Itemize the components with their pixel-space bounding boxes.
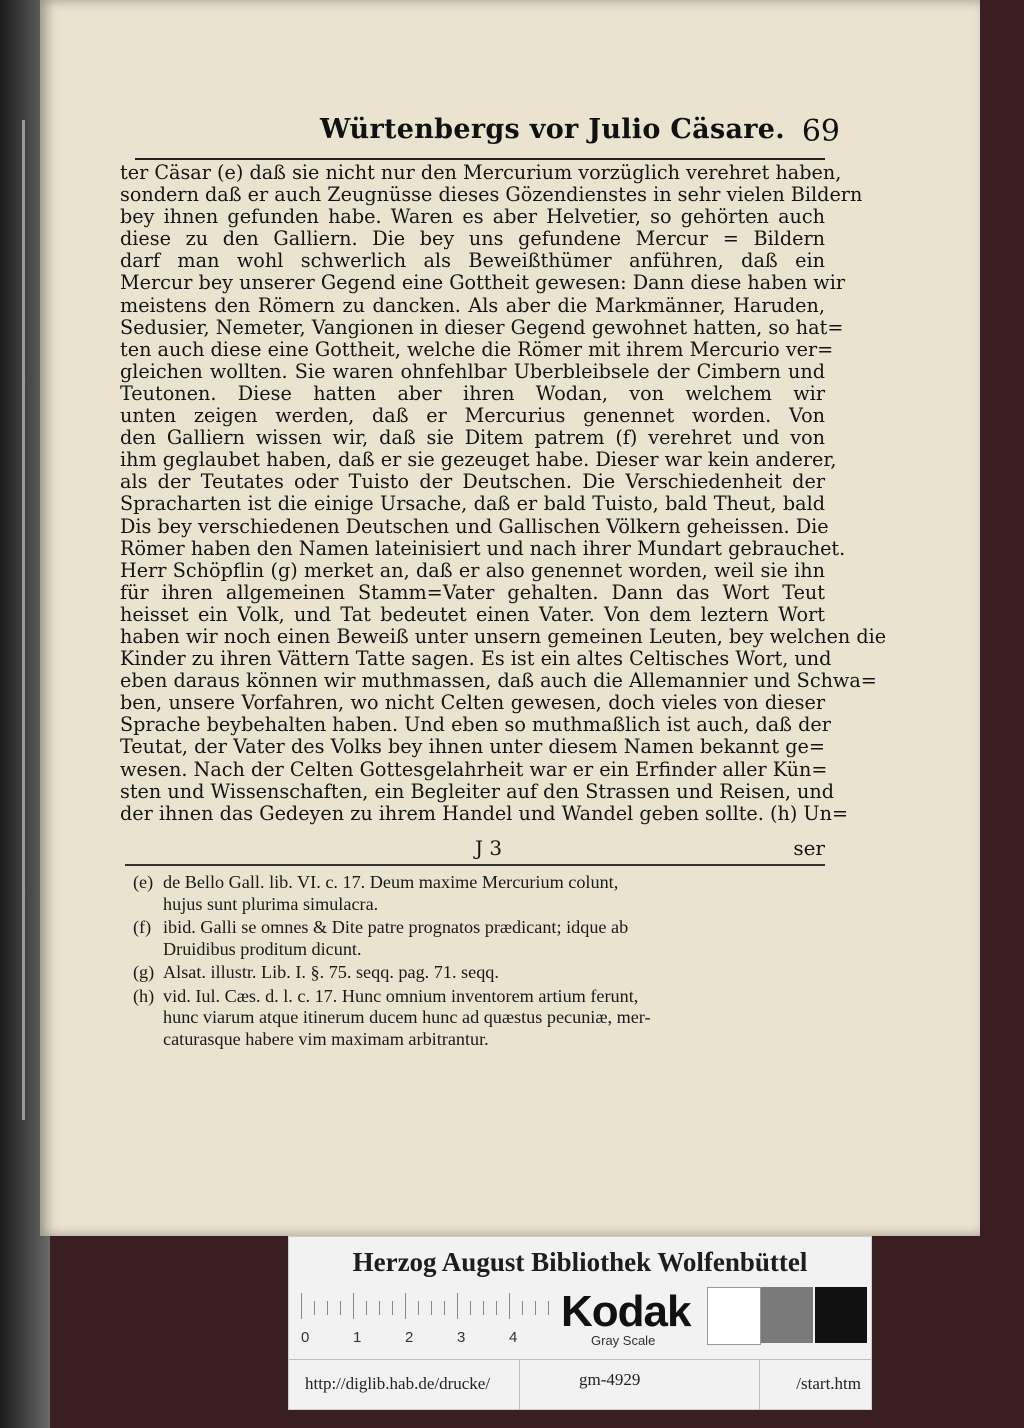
text-line: ben, unsere Vorfahren, wo nicht Celten gewesen, doch vieles von dieser <box>120 691 825 715</box>
ruler-tick <box>444 1301 445 1315</box>
footnote-text: vid. Iul. Cæs. d. l. c. 17. Hunc omnium inventorem artium ferunt, <box>163 985 639 1006</box>
running-title: Würtenbergs vor Julio Cäsare. <box>320 114 785 145</box>
text-line: Herr Schöpflin (g) merket an, daß er also genennet worden, weil sie ihn <box>120 558 825 582</box>
main-text <box>120 161 887 825</box>
ruler-tick <box>366 1301 367 1315</box>
text-line: ter Cäsar (e) daß sie nicht nur den Mercurium vorzüglich verehret haben, <box>120 161 842 184</box>
gray-patch-mid <box>761 1287 813 1343</box>
gray-patch-white <box>707 1287 761 1345</box>
text-line: Sprache beybehalten haben. Und eben so muthmaßlich ist auch, daß der <box>120 713 831 737</box>
text-line: meistens den Römern zu dancken. Als aber die Markmänner, Haruden, <box>120 293 825 317</box>
gray-patch-black <box>815 1287 867 1343</box>
text-line: bey ihnen gefunden habe. Waren es aber Helvetier, so gehörten auch <box>120 205 825 229</box>
footnotes <box>133 872 823 1052</box>
ruler-tick <box>340 1301 341 1315</box>
ruler-tick <box>431 1301 432 1315</box>
text-line: Dis bey verschiedenen Deutschen und Gallischen Völkern geheissen. Die <box>120 514 829 538</box>
page-number: 69 <box>801 114 840 149</box>
footnote-text: de Bello Gall. lib. VI. c. 17. Deum maxime Mercurium colunt, <box>163 872 619 892</box>
header-rule <box>135 158 825 160</box>
ruler-tick <box>483 1301 484 1315</box>
footnote-f <box>133 917 823 960</box>
text-line: Römer haben den Namen lateinisiert und nach ihrer Mundart gebrauchet. <box>120 536 846 560</box>
start-link: /start.htm <box>796 1374 861 1393</box>
ruler-scale <box>301 1287 559 1333</box>
ruler-number: 1 <box>353 1329 362 1346</box>
ruler-tick <box>405 1293 406 1319</box>
gray-scale-label: Gray Scale <box>591 1333 656 1348</box>
ruler-tick <box>327 1301 328 1315</box>
text-line: darf man wohl schwerlich als Beweißthümer anführen, daß ein <box>120 249 825 273</box>
ruler-tick <box>457 1293 458 1319</box>
text-line: Spracharten ist die einige Ursache, daß er bald Tuisto, bald Theut, bald <box>120 492 825 516</box>
text-line: gleichen wollten. Sie waren ohnfehlbar Uberbleibsele der Cimbern und <box>120 359 825 383</box>
ruler-tick <box>353 1293 354 1319</box>
source-url: http://diglib.hab.de/drucke/ <box>305 1374 491 1393</box>
text-line: der ihnen das Gedeyen zu ihrem Handel und Wandel geben sollte. (h) Un= <box>120 801 849 825</box>
ruler-tick <box>509 1293 510 1319</box>
signature-mark: J 3 <box>475 836 503 860</box>
text-line: heisset ein Volk, und Tat bedeutet einen Vater. Von dem leztern Wort <box>120 602 825 626</box>
ruler-number: 3 <box>457 1329 466 1346</box>
footnote-g <box>133 962 823 984</box>
color-target-card <box>288 1236 872 1410</box>
footnote-mark: (e) <box>133 872 154 892</box>
library-name: Herzog August Bibliothek Wolfenbüttel <box>352 1247 808 1277</box>
text-line: für ihren allgemeinen Stamm=Vater gehalten. Dann das Wort Teut <box>120 580 825 604</box>
text-line: sten und Wissenschaften, ein Begleiter auf den Strassen und Reisen, und <box>120 779 835 803</box>
ruler-tick <box>314 1301 315 1315</box>
ruler-tick <box>522 1301 523 1315</box>
catchword: ser <box>793 836 825 860</box>
text-line: sondern daß er auch Zeugnüsse dieses Gözendienstes in sehr vielen Bildern <box>120 183 863 207</box>
text-line: Kinder zu ihren Vättern Tatte sagen. Es ist ein altes Celtisches Wort, und <box>120 647 832 671</box>
page-header <box>130 110 840 156</box>
card-footer <box>289 1359 871 1410</box>
text-line: den Galliern wissen wir, daß sie Ditem patrem (f) verehret und von <box>120 426 825 450</box>
text-line: Teutonen. Diese hatten aber ihren Wodan, von welchem wir <box>120 381 825 405</box>
text-line: Mercur bey unserer Gegend eine Gottheit gewesen: Dann diese haben wir <box>120 271 846 295</box>
footnote-text: Druidibus proditum dicunt. <box>163 938 362 959</box>
text-line: Teutat, der Vater des Volks bey ihnen unter diesem Namen bekannt ge= <box>120 735 825 759</box>
ruler-tick <box>470 1301 471 1315</box>
ruler-tick <box>379 1301 380 1315</box>
footnote-text: caturasque habere vim maximam arbitrantur. <box>163 1028 489 1049</box>
text-line: ten auch diese eine Gottheit, welche die Römer mit ihrem Mercurio ver= <box>120 337 834 361</box>
footer-divider <box>519 1360 520 1410</box>
ruler-number: 0 <box>301 1329 310 1346</box>
text-line: eben daraus können wir muthmassen, daß auch die Allemannier und Schwa= <box>120 669 877 693</box>
text-line: Sedusier, Nemeter, Vangionen in dieser Gegend gewohnet hatten, so hat= <box>120 315 844 339</box>
page-edge-line <box>22 120 25 1120</box>
ruler-number: 2 <box>405 1329 414 1346</box>
footnote-text: Alsat. illustr. Lib. I. §. 75. seqq. pag. 71. seqq. <box>163 962 499 982</box>
text-line: wesen. Nach der Celten Gottesgelahrheit war er ein Erfinder aller Kün= <box>120 757 828 781</box>
text-line: unten zeigen werden, daß er Mercurius genennet worden. Von <box>120 404 825 428</box>
ruler-tick <box>535 1301 536 1315</box>
ruler-numbers <box>301 1329 559 1349</box>
ruler-tick <box>301 1293 302 1319</box>
text-line: diese zu den Galliern. Die bey uns gefundene Mercur = Bildern <box>120 227 825 251</box>
footnote-e <box>133 872 823 915</box>
footnote-text: hunc viarum atque itinerum ducem hunc ad quæstus pecuniæ, mer- <box>163 1007 651 1027</box>
text-line: als der Teutates oder Tuisto der Deutschen. Die Verschiedenheit der <box>120 470 825 494</box>
footnote-mark: (f) <box>133 917 152 937</box>
ruler-tick <box>418 1301 419 1315</box>
footnote-rule <box>125 864 825 866</box>
footnote-mark: (g) <box>133 962 155 982</box>
footer-divider <box>759 1360 760 1410</box>
text-line: ihm geglaubet haben, daß er sie gezeuget habe. Dieser war kein anderer, <box>120 448 837 472</box>
shelf-id: gm-4929 <box>579 1370 641 1389</box>
text-line: haben wir noch einen Beweiß unter unsern gemeinen Leuten, bey welchen die <box>120 624 887 648</box>
ruler-tick <box>496 1301 497 1315</box>
ruler-tick <box>548 1301 549 1315</box>
footnote-mark: (h) <box>133 985 155 1006</box>
footnote-text: hujus sunt plurima simulacra. <box>163 893 379 914</box>
ruler-number: 4 <box>509 1329 518 1346</box>
ruler-tick <box>392 1301 393 1315</box>
footnote-h <box>133 986 823 1051</box>
signature-row <box>120 836 825 862</box>
kodak-logo: Kodak <box>561 1287 691 1336</box>
footnote-text: ibid. Galli se omnes & Dite patre prognatos prædicant; idque ab <box>163 917 629 937</box>
